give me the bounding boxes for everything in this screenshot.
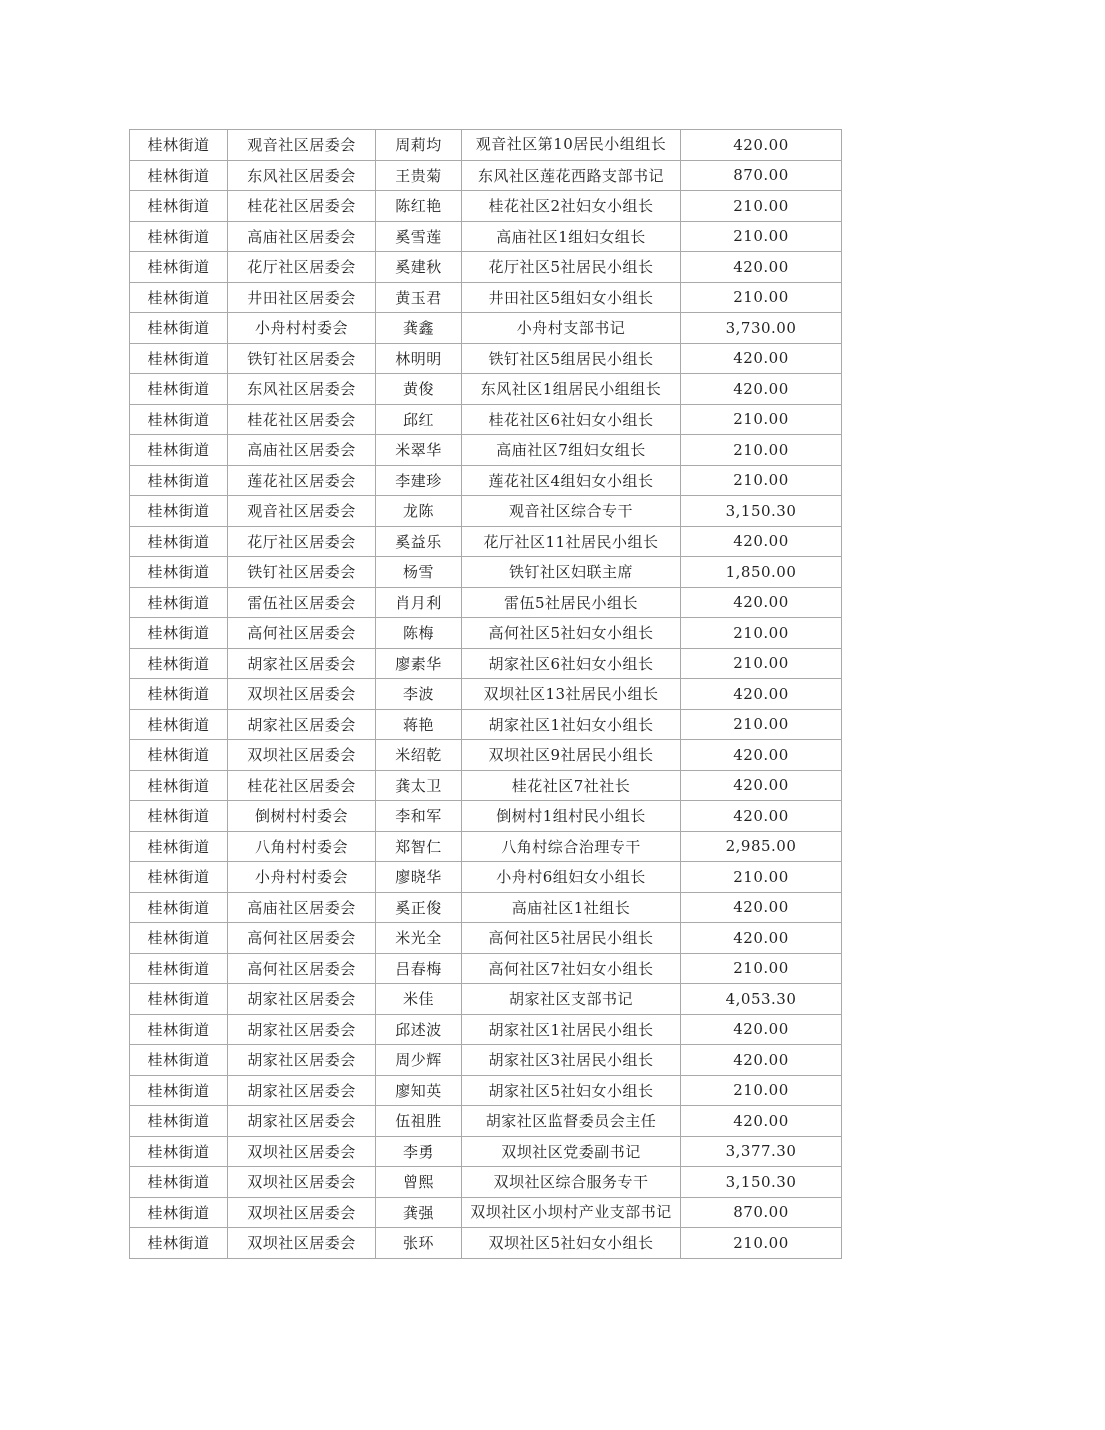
table-row [130,801,842,832]
amount-cell: 3,730.00 [681,313,842,344]
table-row [130,1167,842,1198]
name-cell: 李建珍 [376,465,462,496]
amount-cell: 420.00 [681,892,842,923]
table-row [130,191,842,222]
street-cell: 桂林街道 [130,831,228,862]
position-cell [462,130,681,161]
table-row [130,1106,842,1137]
committee-cell: 铁钉社区居委会 [228,343,376,374]
amount-cell: 420.00 [681,1106,842,1137]
table-row [130,130,842,161]
name-cell: 曾熙 [376,1167,462,1198]
name-cell: 黄玉君 [376,282,462,313]
street-cell: 桂林街道 [130,801,228,832]
street-cell: 桂林街道 [130,1197,228,1228]
table-row [130,465,842,496]
position-text: 双坝社区小坝村产业支部书记 [470,1202,672,1221]
name-cell: 王贵菊 [376,160,462,191]
amount-cell: 420.00 [681,587,842,618]
position-cell: 胡家社区6社妇女小组长 [462,648,681,679]
position-cell: 铁钉社区5组居民小组长 [462,343,681,374]
name-cell: 肖月利 [376,587,462,618]
street-cell: 桂林街道 [130,1136,228,1167]
table-row [130,343,842,374]
position-cell: 八角村综合治理专干 [462,831,681,862]
position-cell: 高庙社区1社组长 [462,892,681,923]
name-cell: 龚鑫 [376,313,462,344]
name-cell: 张环 [376,1228,462,1259]
amount-cell: 420.00 [681,343,842,374]
table-row [130,252,842,283]
position-cell: 井田社区5组妇女小组长 [462,282,681,313]
name-cell: 陈红艳 [376,191,462,222]
position-cell: 胡家社区监督委员会主任 [462,1106,681,1137]
name-cell: 廖晓华 [376,862,462,893]
committee-cell: 胡家社区居委会 [228,709,376,740]
table-row [130,160,842,191]
committee-cell: 莲花社区居委会 [228,465,376,496]
committee-cell: 双坝社区居委会 [228,1136,376,1167]
street-cell: 桂林街道 [130,618,228,649]
position-cell [462,1197,681,1228]
table-row [130,1075,842,1106]
name-cell: 李和军 [376,801,462,832]
committee-cell: 高庙社区居委会 [228,435,376,466]
position-cell: 铁钉社区妇联主席 [462,557,681,588]
roster-table [129,129,842,1259]
committee-cell: 胡家社区居委会 [228,1075,376,1106]
committee-cell: 观音社区居委会 [228,130,376,161]
amount-cell: 420.00 [681,130,842,161]
name-cell: 李波 [376,679,462,710]
committee-cell: 胡家社区居委会 [228,1045,376,1076]
amount-cell: 210.00 [681,404,842,435]
street-cell: 桂林街道 [130,1228,228,1259]
amount-cell: 210.00 [681,1075,842,1106]
street-cell: 桂林街道 [130,221,228,252]
position-cell: 花厅社区5社居民小组长 [462,252,681,283]
name-cell: 米佳 [376,984,462,1015]
position-cell: 高何社区5社妇女小组长 [462,618,681,649]
street-cell: 桂林街道 [130,1014,228,1045]
street-cell: 桂林街道 [130,709,228,740]
table-row [130,618,842,649]
street-cell: 桂林街道 [130,587,228,618]
street-cell: 桂林街道 [130,770,228,801]
committee-cell: 东风社区居委会 [228,160,376,191]
position-cell: 小舟村支部书记 [462,313,681,344]
street-cell: 桂林街道 [130,923,228,954]
street-cell: 桂林街道 [130,252,228,283]
committee-cell: 双坝社区居委会 [228,1167,376,1198]
committee-cell: 小舟村村委会 [228,313,376,344]
amount-cell: 420.00 [681,770,842,801]
name-cell: 黄俊 [376,374,462,405]
amount-cell: 210.00 [681,1228,842,1259]
committee-cell: 胡家社区居委会 [228,1014,376,1045]
table-row [130,496,842,527]
position-cell: 高庙社区1组妇女组长 [462,221,681,252]
table-row [130,374,842,405]
committee-cell: 胡家社区居委会 [228,1106,376,1137]
table-row [130,770,842,801]
name-cell: 奚雪莲 [376,221,462,252]
committee-cell: 双坝社区居委会 [228,679,376,710]
street-cell: 桂林街道 [130,404,228,435]
position-cell: 东风社区1组居民小组组长 [462,374,681,405]
street-cell: 桂林街道 [130,1167,228,1198]
position-cell: 东风社区莲花西路支部书记 [462,160,681,191]
position-cell: 花厅社区11社居民小组长 [462,526,681,557]
position-cell: 桂花社区7社社长 [462,770,681,801]
committee-cell: 双坝社区居委会 [228,1197,376,1228]
table-row [130,892,842,923]
position-cell: 观音社区综合专干 [462,496,681,527]
amount-cell: 420.00 [681,679,842,710]
amount-cell: 420.00 [681,1045,842,1076]
amount-cell: 210.00 [681,435,842,466]
amount-cell: 1,850.00 [681,557,842,588]
committee-cell: 八角村村委会 [228,831,376,862]
committee-cell: 小舟村村委会 [228,862,376,893]
position-cell: 双坝社区5社妇女小组长 [462,1228,681,1259]
amount-cell: 210.00 [681,191,842,222]
table-row [130,923,842,954]
committee-cell: 高何社区居委会 [228,953,376,984]
roster-table-body [130,130,842,1259]
table-row [130,526,842,557]
street-cell: 桂林街道 [130,282,228,313]
name-cell: 米光全 [376,923,462,954]
street-cell: 桂林街道 [130,160,228,191]
amount-cell: 210.00 [681,221,842,252]
amount-cell: 420.00 [681,374,842,405]
committee-cell: 高何社区居委会 [228,618,376,649]
table-row [130,587,842,618]
name-cell: 蒋艳 [376,709,462,740]
name-cell: 邱红 [376,404,462,435]
amount-cell: 210.00 [681,953,842,984]
amount-cell: 210.00 [681,465,842,496]
amount-cell: 420.00 [681,801,842,832]
committee-cell: 倒树村村委会 [228,801,376,832]
name-cell: 吕春梅 [376,953,462,984]
table-row [130,1228,842,1259]
committee-cell: 井田社区居委会 [228,282,376,313]
committee-cell: 双坝社区居委会 [228,740,376,771]
position-cell: 胡家社区1社居民小组长 [462,1014,681,1045]
name-cell: 奚建秋 [376,252,462,283]
table-row [130,1197,842,1228]
table-row [130,831,842,862]
table-row [130,984,842,1015]
position-cell: 小舟村6组妇女小组长 [462,862,681,893]
amount-cell: 3,377.30 [681,1136,842,1167]
name-cell: 周莉均 [376,130,462,161]
position-cell: 双坝社区综合服务专干 [462,1167,681,1198]
name-cell: 陈梅 [376,618,462,649]
street-cell: 桂林街道 [130,496,228,527]
position-cell: 双坝社区13社居民小组长 [462,679,681,710]
table-row [130,313,842,344]
street-cell: 桂林街道 [130,953,228,984]
committee-cell: 桂花社区居委会 [228,770,376,801]
position-cell: 桂花社区2社妇女小组长 [462,191,681,222]
street-cell: 桂林街道 [130,648,228,679]
name-cell: 伍祖胜 [376,1106,462,1137]
name-cell: 米翠华 [376,435,462,466]
position-cell: 高庙社区7组妇女组长 [462,435,681,466]
amount-cell: 420.00 [681,1014,842,1045]
street-cell: 桂林街道 [130,1106,228,1137]
street-cell: 桂林街道 [130,191,228,222]
table-row [130,1136,842,1167]
name-cell: 廖素华 [376,648,462,679]
name-cell: 李勇 [376,1136,462,1167]
committee-cell: 桂花社区居委会 [228,404,376,435]
table-row [130,679,842,710]
committee-cell: 铁钉社区居委会 [228,557,376,588]
name-cell: 龙陈 [376,496,462,527]
street-cell: 桂林街道 [130,557,228,588]
committee-cell: 胡家社区居委会 [228,648,376,679]
name-cell: 奚益乐 [376,526,462,557]
amount-cell: 420.00 [681,526,842,557]
amount-cell: 4,053.30 [681,984,842,1015]
table-row [130,404,842,435]
street-cell: 桂林街道 [130,679,228,710]
name-cell: 周少辉 [376,1045,462,1076]
street-cell: 桂林街道 [130,984,228,1015]
street-cell: 桂林街道 [130,1075,228,1106]
committee-cell: 东风社区居委会 [228,374,376,405]
position-cell: 高何社区7社妇女小组长 [462,953,681,984]
amount-cell: 420.00 [681,923,842,954]
name-cell: 邱述波 [376,1014,462,1045]
amount-cell: 210.00 [681,648,842,679]
name-cell: 郑智仁 [376,831,462,862]
name-cell: 龚太卫 [376,770,462,801]
committee-cell: 高何社区居委会 [228,923,376,954]
street-cell: 桂林街道 [130,526,228,557]
table-row [130,557,842,588]
street-cell: 桂林街道 [130,892,228,923]
committee-cell: 双坝社区居委会 [228,1228,376,1259]
street-cell: 桂林街道 [130,862,228,893]
table-row [130,862,842,893]
table-row [130,740,842,771]
amount-cell: 210.00 [681,618,842,649]
street-cell: 桂林街道 [130,465,228,496]
amount-cell: 870.00 [681,160,842,191]
position-cell: 胡家社区1社妇女小组长 [462,709,681,740]
position-cell: 桂花社区6社妇女小组长 [462,404,681,435]
street-cell: 桂林街道 [130,130,228,161]
street-cell: 桂林街道 [130,1045,228,1076]
committee-cell: 花厅社区居委会 [228,526,376,557]
position-cell: 胡家社区3社居民小组长 [462,1045,681,1076]
amount-cell: 420.00 [681,252,842,283]
street-cell: 桂林街道 [130,343,228,374]
table-row [130,1045,842,1076]
table-row [130,648,842,679]
position-cell: 胡家社区5社妇女小组长 [462,1075,681,1106]
position-cell: 高何社区5社居民小组长 [462,923,681,954]
committee-cell: 雷伍社区居委会 [228,587,376,618]
street-cell: 桂林街道 [130,374,228,405]
position-cell: 雷伍5社居民小组长 [462,587,681,618]
amount-cell: 420.00 [681,740,842,771]
table-row [130,1014,842,1045]
table-row [130,435,842,466]
position-cell: 莲花社区4组妇女小组长 [462,465,681,496]
name-cell: 林明明 [376,343,462,374]
amount-cell: 2,985.00 [681,831,842,862]
name-cell: 奚正俊 [376,892,462,923]
table-row [130,282,842,313]
name-cell: 米绍乾 [376,740,462,771]
committee-cell: 桂花社区居委会 [228,191,376,222]
position-text: 观音社区第10居民小组组长 [475,135,667,154]
table-row [130,953,842,984]
street-cell: 桂林街道 [130,435,228,466]
committee-cell: 高庙社区居委会 [228,892,376,923]
position-cell: 双坝社区党委副书记 [462,1136,681,1167]
committee-cell: 花厅社区居委会 [228,252,376,283]
amount-cell: 3,150.30 [681,496,842,527]
position-cell: 胡家社区支部书记 [462,984,681,1015]
amount-cell: 870.00 [681,1197,842,1228]
name-cell: 廖知英 [376,1075,462,1106]
street-cell: 桂林街道 [130,313,228,344]
amount-cell: 210.00 [681,709,842,740]
table-row [130,709,842,740]
street-cell: 桂林街道 [130,740,228,771]
amount-cell: 210.00 [681,282,842,313]
amount-cell: 210.00 [681,862,842,893]
committee-cell: 胡家社区居委会 [228,984,376,1015]
name-cell: 杨雪 [376,557,462,588]
amount-cell: 3,150.30 [681,1167,842,1198]
table-row [130,221,842,252]
committee-cell: 高庙社区居委会 [228,221,376,252]
committee-cell: 观音社区居委会 [228,496,376,527]
name-cell: 龚强 [376,1197,462,1228]
position-cell: 双坝社区9社居民小组长 [462,740,681,771]
position-cell: 倒树村1组村民小组长 [462,801,681,832]
